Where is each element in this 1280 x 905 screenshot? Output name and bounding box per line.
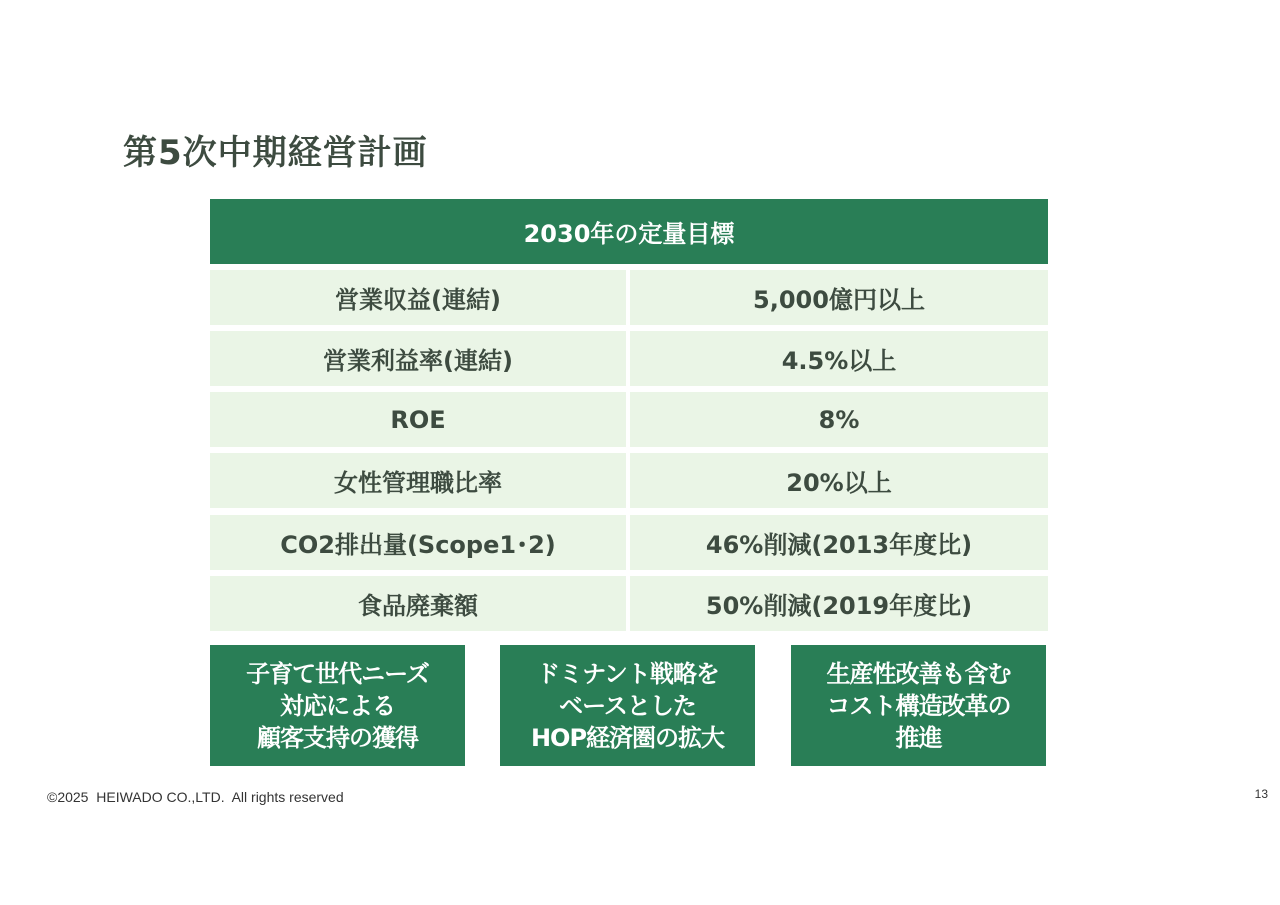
row-label-operating-revenue: 営業収益(連結) <box>210 270 626 325</box>
page-title: 第5次中期経営計画 <box>123 133 428 173</box>
strategy-line: ドミナント戦略を <box>536 659 719 688</box>
strategy-line: 子育て世代ニーズ <box>246 659 429 688</box>
strategy-box-dominant-strategy <box>500 645 755 766</box>
row-value-operating-margin: 4.5%以上 <box>630 331 1048 386</box>
strategy-line: 対応による <box>280 691 395 720</box>
row-value-operating-revenue: 5,000億円以上 <box>630 270 1048 325</box>
row-label-female-managers: 女性管理職比率 <box>210 453 626 508</box>
row-value-food-waste: 50%削減(2019年度比) <box>630 576 1048 631</box>
strategy-box-customer-support <box>210 645 465 766</box>
row-label-co2-emissions: CO2排出量(Scope1･2) <box>210 515 626 570</box>
strategy-line: 生産性改善も含む <box>826 659 1011 688</box>
page-number: 13 <box>1254 787 1268 801</box>
row-label-operating-margin: 営業利益率(連結) <box>210 331 626 386</box>
row-value-female-managers: 20%以上 <box>630 453 1048 508</box>
row-label-roe: ROE <box>210 392 626 447</box>
strategy-line: 推進 <box>895 723 942 752</box>
strategy-box-cost-reform <box>791 645 1046 766</box>
strategy-line: HOP経済圏の拡大 <box>530 723 725 752</box>
row-label-food-waste: 食品廃棄額 <box>210 576 626 631</box>
strategy-line: ベースとした <box>559 691 696 720</box>
strategy-line: 顧客支持の獲得 <box>257 723 418 752</box>
strategy-line: コスト構造改革の <box>826 691 1011 720</box>
copyright-footer: ©2025 HEIWADO CO.,LTD. All rights reserved <box>47 789 344 805</box>
table-header: 2030年の定量目標 <box>210 199 1048 264</box>
row-value-roe: 8% <box>630 392 1048 447</box>
row-value-co2-emissions: 46%削減(2013年度比) <box>630 515 1048 570</box>
